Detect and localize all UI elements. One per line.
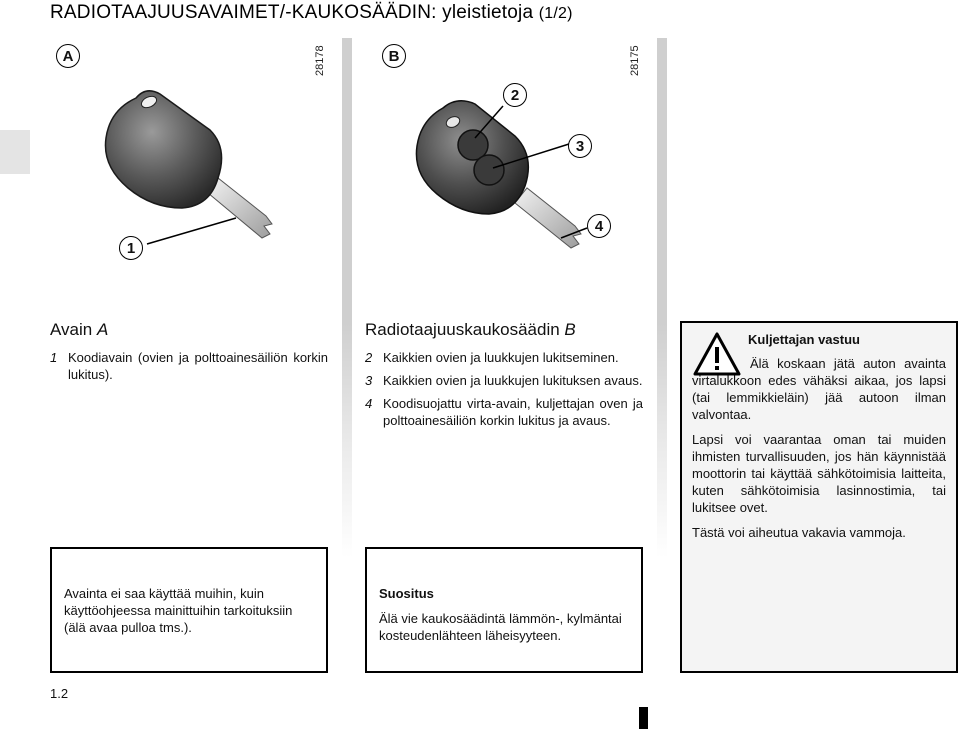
figure-a-label: A	[56, 44, 80, 68]
page-title	[50, 2, 573, 24]
warning-paragraph-3: Tästä voi aiheutua vakavia vammoja.	[692, 525, 906, 540]
warning-paragraph-1: Älä koskaan jätä auton avainta virtalukkoon edes vähäksi aikaa, jos lapsi (tai lemmikkieläin) jää autoon ilman valvontaa.	[692, 356, 946, 422]
figure-b-code: 28175	[629, 45, 641, 76]
figure-b-callout-3: 3	[568, 134, 592, 158]
page-title-main: RADIOTAAJUUSAVAIMET/-KAUKOSÄÄDIN: yleistietoja	[50, 2, 534, 23]
key-a-section	[50, 320, 328, 389]
key-a-list	[50, 349, 328, 383]
key-a-illustration	[50, 38, 340, 298]
page-title-suffix: (1/2)	[538, 5, 573, 22]
figure-b-label: B	[382, 44, 406, 68]
figure-b	[365, 38, 655, 298]
warning-title: Kuljettajan vastuu	[748, 332, 860, 347]
warning-box	[680, 321, 958, 673]
recommendation-box	[365, 547, 643, 673]
list-item: 4 Koodisuojattu virta-avain, kuljettajan oven ja polttoainesäiliön korkin lukitus ja avaus.	[365, 396, 643, 428]
key-a-heading: Avain A	[50, 320, 109, 339]
page-number: 1.2	[50, 686, 69, 701]
remote-b-section	[365, 320, 643, 435]
warning-paragraph-2: Lapsi voi vaarantaa oman tai muiden ihmisten turvallisuuden, jos hän käynnistää moottorin tai käyttää sähkötoimisia laitteita, kuten sähkötoimisia lasinnostimia, tai lukitsee ovet.	[692, 432, 946, 515]
list-item: 1 Koodiavain (ovien ja polttoainesäiliön korkin lukitus).	[50, 350, 328, 382]
list-item: 2 Kaikkien ovien ja luukkujen lukitseminen.	[365, 350, 619, 365]
print-mark	[639, 707, 648, 729]
figure-a	[50, 38, 340, 298]
list-item: 3 Kaikkien ovien ja luukkujen lukituksen avaus.	[365, 373, 643, 388]
recommendation-text: Älä vie kaukosäädintä lämmön-, kylmäntai kosteudenlähteen läheisyyteen.	[379, 611, 622, 643]
figure-b-callout-4: 4	[587, 214, 611, 238]
column-divider-2	[657, 38, 667, 558]
column-divider-1	[342, 38, 352, 558]
figure-a-code: 28178	[314, 45, 326, 76]
note-left-text: Avainta ei saa käyttää muihin, kuin käyttöohjeessa mainittuihin tarkoituksiin (älä avaa pulloa tms.).	[64, 586, 293, 635]
remote-b-illustration	[365, 38, 655, 298]
remote-b-list	[365, 349, 643, 429]
figure-b-callout-2: 2	[503, 83, 527, 107]
remote-b-heading: Radiotaajuuskaukosäädin B	[365, 320, 576, 339]
note-box-left	[50, 547, 328, 673]
chapter-tab	[0, 130, 30, 174]
figure-a-callout-1: 1	[119, 236, 143, 260]
recommendation-title: Suositus	[379, 586, 434, 601]
warning-triangle-icon	[692, 331, 742, 377]
